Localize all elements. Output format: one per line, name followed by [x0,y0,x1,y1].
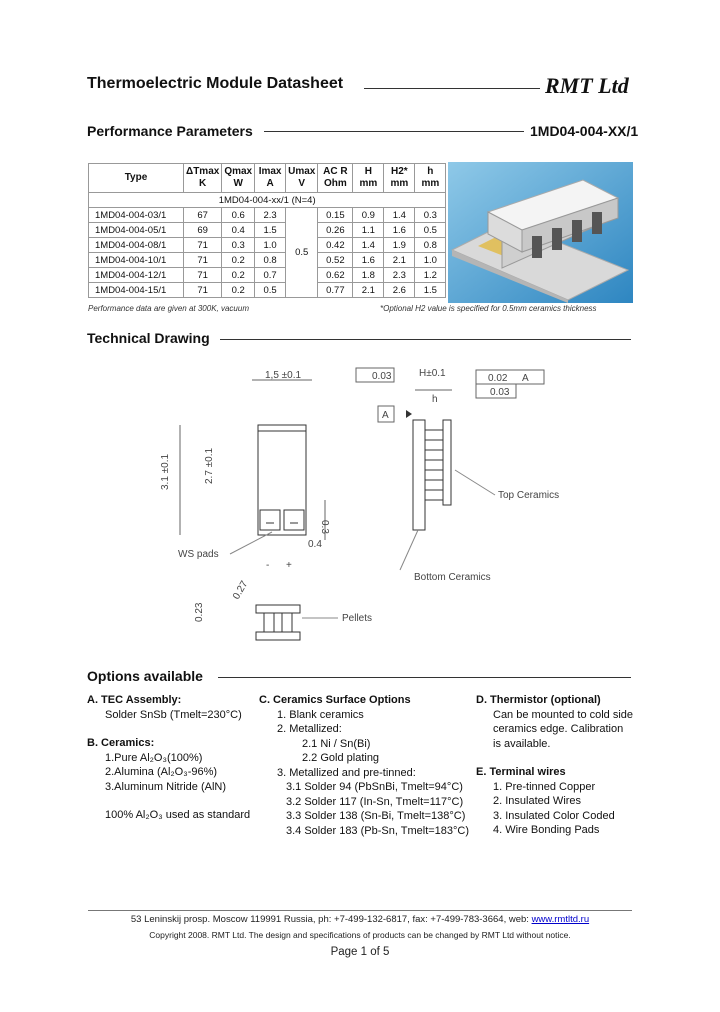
option-e-item: 3. Insulated Color Coded [493,809,615,822]
top-ceramics-label: Top Ceramics [498,490,560,501]
h-tolerance: H±0.1 [419,368,446,379]
header-rule [364,88,540,89]
cell-qmax: 0.2 [222,283,255,298]
module-side-view [413,420,425,530]
cell-h: 1.8 [353,268,384,283]
footer-copyright: Copyright 2008. RMT Ltd. The design and specifications of products can be changed by RMT Ltd without notice. [149,930,571,940]
cell-h2: 1.9 [384,238,415,253]
table-row [89,208,446,223]
cell-h2: 2.1 [384,253,415,268]
table-row [89,253,446,268]
cell-type: 1MD04-004-15/1 [89,283,184,298]
cell-h: 1.4 [353,238,384,253]
dim-height: 3.1 ±0.1 [160,453,171,490]
cell-acr: 0.77 [318,283,353,298]
note-right: *Optional H2 value is specified for 0.5mm ceramics thickness [380,304,597,313]
performance-rule [264,131,524,132]
note-left: Performance data are given at 300K, vacuum [88,304,249,313]
cell-type: 1MD04-004-12/1 [89,268,184,283]
cell-dtmax: 71 [184,283,222,298]
options-col-d [476,693,646,838]
option-c-item: 3.4 Solder 183 (Pb-Sn, Tmelt=183°C) [286,824,470,837]
option-c-item: 1. Blank ceramics [277,708,364,721]
pellet-detail [256,605,300,613]
option-c-item: 2.1 Ni / Sn(Bi) [302,737,371,750]
cell-acr: 0.26 [318,223,353,238]
performance-table [88,163,446,298]
option-d-item: Can be mounted to cold side [493,708,634,721]
option-d-item: is available. [493,737,551,750]
minus-label: - [266,560,270,571]
cell-dtmax: 71 [184,268,222,283]
cell-imax: 0.8 [255,253,286,268]
option-b-title: B. Ceramics: [87,737,155,749]
option-c-item: 2. Metallized: [277,723,342,735]
options-heading: Options available [87,668,203,684]
option-d-title: D. Thermistor (optional) [476,694,601,706]
dim-inner: 2.7 ±0.1 [204,447,215,484]
table-row [89,238,446,253]
options-col-c [259,693,474,838]
option-c-item: 2.2 Gold plating [302,752,380,764]
pad-plus [284,510,304,530]
cell-acr: 0.42 [318,238,353,253]
table-row [89,283,446,298]
cell-imax: 0.7 [255,268,286,283]
parallel-datum: A [522,373,529,384]
cell-imax: 1.5 [255,223,286,238]
options-rule [218,677,631,678]
option-a-title: A. TEC Assembly: [87,694,182,706]
cell-acr: 0.52 [318,253,353,268]
cell-qmax: 0.2 [222,253,255,268]
cell-qmax: 0.6 [222,208,255,223]
option-c-item: 3.1 Solder 94 (PbSnBi, Tmelt=94°C) [286,781,463,793]
dim-pellet1: 0.23 [194,602,205,622]
ws-pads-label: WS pads [178,549,219,560]
option-b-item: 3.Aluminum Nitride (AlN) [105,780,227,793]
cell-h: 1.1 [353,223,384,238]
cell-acr: 0.15 [318,208,353,223]
col-dtmax: ΔTmax K [184,164,222,193]
col-h2: H2* mm [384,164,415,193]
cell-type: 1MD04-004-05/1 [89,223,184,238]
cell-hs: 0.8 [415,238,446,253]
option-c-item: 3.3 Solder 138 (Sn-Bi, Tmelt=138°C) [286,810,466,822]
options-col-a [87,693,257,823]
col-hs: h mm [415,164,446,193]
cell-qmax: 0.3 [222,238,255,253]
option-a-item: Solder SnSb (Tmelt=230°C) [105,708,242,721]
brand-logo: RMT Ltd [545,73,629,98]
cell-h: 0.9 [353,208,384,223]
option-e-item: 2. Insulated Wires [493,795,582,807]
cell-type: 1MD04-004-03/1 [89,208,184,223]
cell-h: 2.1 [353,283,384,298]
cell-imax: 0.5 [255,283,286,298]
drawing-rule [220,339,631,340]
table-header-row [89,164,446,193]
col-type: Type [89,164,184,193]
cell-h2: 2.6 [384,283,415,298]
option-e-item: 4. Wire Bonding Pads [493,824,600,836]
cell-imax: 1.0 [255,238,286,253]
group-label: 1MD04-004-xx/1 (N=4) [89,193,446,208]
option-e-title: E. Terminal wires [476,766,566,778]
cell-hs: 0.5 [415,223,446,238]
cell-h2: 2.3 [384,268,415,283]
option-b-item: 2.Alumina (Al₂O₃-96%) [105,766,218,778]
cell-h2: 1.4 [384,208,415,223]
bottom-ceramics-label: Bottom Ceramics [414,572,491,583]
footer-rule [88,910,632,911]
cell-hs: 1.2 [415,268,446,283]
option-c-title: C. Ceramics Surface Options [259,694,411,706]
cell-type: 1MD04-004-08/1 [89,238,184,253]
module-photo [448,162,633,303]
cell-type: 1MD04-004-10/1 [89,253,184,268]
option-d-item: ceramics edge. Calibration [493,723,624,735]
datum-a: A [382,410,389,421]
cell-acr: 0.62 [318,268,353,283]
cell-dtmax: 71 [184,238,222,253]
col-acr: AC R Ohm [318,164,353,193]
performance-heading: Performance Parameters [87,123,253,139]
website-link[interactable]: www.rmtltd.ru [531,914,590,925]
technical-drawing [160,360,580,650]
cell-qmax: 0.4 [222,223,255,238]
cell-h: 1.6 [353,253,384,268]
h-label: h [432,394,438,405]
pellets-label: Pellets [342,613,373,624]
option-c-item: 3.2 Solder 117 (In-Sn, Tmelt=117°C) [286,795,464,808]
dim-pad-gap: 0.4 [308,539,322,550]
dim-pellet2: 0.27 [231,579,251,602]
cell-umax: 0.5 [286,208,318,298]
cell-qmax: 0.2 [222,268,255,283]
pad-minus [260,510,280,530]
col-qmax: Qmax W [222,164,255,193]
col-h: H mm [353,164,384,193]
table-row [89,268,446,283]
flatness-value: 0.03 [372,371,392,382]
module-front-view [258,425,306,535]
col-umax: Umax V [286,164,318,193]
option-b-item: 1.Pure Al₂O₃(100%) [105,751,203,764]
page-title: Thermoelectric Module Datasheet [87,75,344,92]
footer-address: 53 Leninskij prosp. Moscow 119991 Russia, ph: +7-499-132-6817, fax: +7-499-783-3664, web: www.rmtltd.ru [130,914,590,925]
cell-hs: 0.3 [415,208,446,223]
dim-pad: 0.3 [319,520,330,534]
model-code: 1MD04-004-XX/1 [530,123,639,139]
cell-dtmax: 69 [184,223,222,238]
cell-dtmax: 71 [184,253,222,268]
cell-h2: 1.6 [384,223,415,238]
page-number: Page 1 of 5 [330,946,390,958]
cell-hs: 1.5 [415,283,446,298]
option-e-item: 1. Pre-tinned Copper [493,780,596,793]
cell-hs: 1.0 [415,253,446,268]
cell-dtmax: 67 [184,208,222,223]
table-row [89,223,446,238]
option-b-note: 100% Al₂O₃ used as standard [105,809,251,821]
parallel2-value: 0.03 [490,387,510,398]
drawing-heading: Technical Drawing [87,330,210,346]
plus-label: + [286,560,292,571]
col-imax: Imax A [255,164,286,193]
option-c-item: 3. Metallized and pre-tinned: [277,766,416,779]
dim-width: 1,5 ±0.1 [265,370,302,381]
cell-imax: 2.3 [255,208,286,223]
parallel-value: 0.02 [488,373,508,384]
